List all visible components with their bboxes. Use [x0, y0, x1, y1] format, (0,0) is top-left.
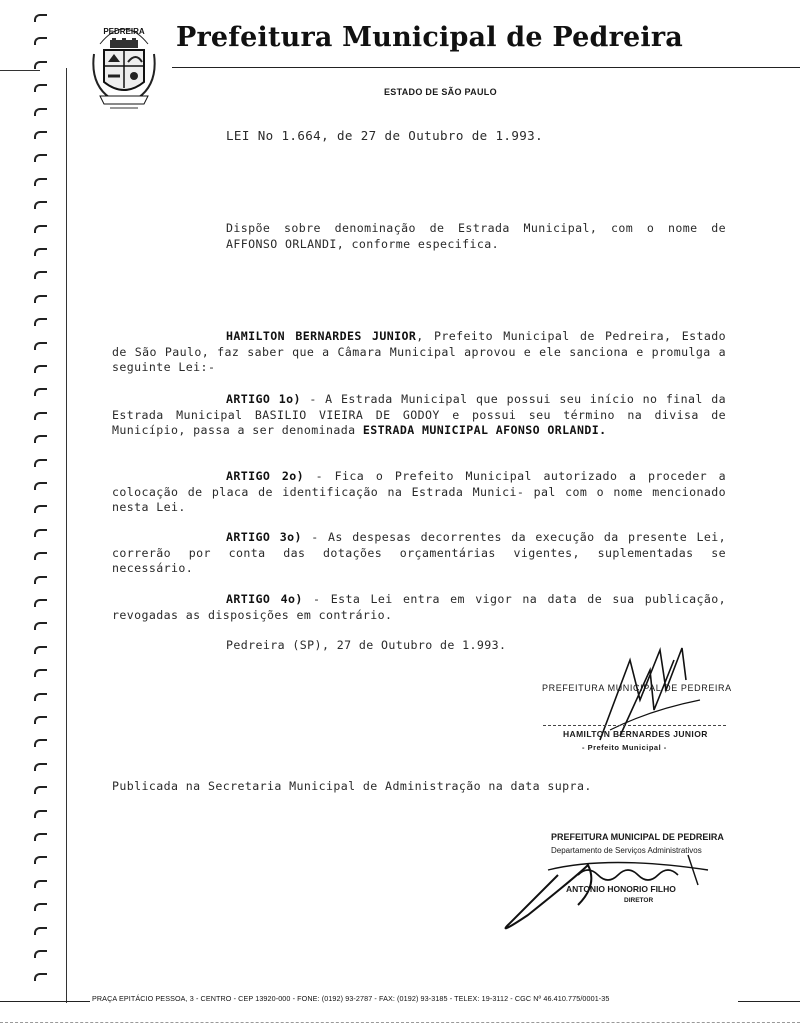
article-text: - As despesas decorrentes da execução da presente Lei, correrão por conta das dotações orçamentárias vigentes, suplementadas se necessário.: [112, 530, 726, 576]
article-label: ARTIGO 1o): [226, 392, 301, 406]
article-label: ARTIGO 4o): [226, 592, 303, 606]
footer-rule-left: [0, 1001, 90, 1002]
intro-paragraph: [112, 329, 726, 376]
article-text: - Esta Lei entra em vigor na data de sua publicação, revogadas as disposições em contrário.: [112, 592, 726, 622]
footer-address: PRAÇA EPITÁCIO PESSOA, 3 - CENTRO - CEP 13920-000 - FONE: (0192) 93-2787 - FAX: (0192) 93-3185 - TELEX: 19-3112 - CGC Nº 46.410.775/0001-35: [92, 994, 610, 1003]
hole-mark: [34, 412, 47, 420]
hole-mark: [34, 856, 47, 864]
municipal-seal-icon: [90, 14, 158, 114]
mayor-signature-name: HAMILTON BERNARDES JUNIOR: [563, 729, 708, 739]
hole-mark: [34, 646, 47, 654]
article-label: ARTIGO 3o): [226, 530, 302, 544]
hole-mark: [34, 365, 47, 373]
hole-mark: [34, 318, 47, 326]
letterhead-footer: [0, 993, 800, 1009]
article-3: [112, 530, 726, 577]
page-title: Prefeitura Municipal de Pedreira: [176, 22, 683, 53]
hole-mark: [34, 903, 47, 911]
hole-mark: [34, 482, 47, 490]
hole-mark: [34, 271, 47, 279]
hole-mark: [34, 459, 47, 467]
hole-mark: [34, 950, 47, 958]
intro-text: , Prefeito Municipal de Pedreira, Estado de São Paulo, faz saber que a Câmara Municipal aprovou e ele sanciona e promulga a seguinte Lei:-: [112, 329, 726, 375]
article-2: [112, 469, 726, 516]
hole-mark: [34, 716, 47, 724]
hole-mark: [34, 131, 47, 139]
date-line: Pedreira (SP), 27 de Outubro de 1.993.: [226, 638, 507, 652]
mayor-name: HAMILTON BERNARDES JUNIOR: [226, 329, 417, 343]
hole-mark: [34, 295, 47, 303]
bottom-edge: [0, 1022, 800, 1023]
hole-mark: [34, 225, 47, 233]
article-text: - Fica o Prefeito Municipal autorizado a proceder a colocação de placa de identificação na Estrada Munici- pal com o nome mencionado nesta Lei.: [112, 469, 726, 515]
hole-mark: [34, 622, 47, 630]
edge-tick: [0, 70, 40, 71]
hole-mark: [34, 669, 47, 677]
hole-mark: [34, 248, 47, 256]
hole-mark: [34, 739, 47, 747]
article-label: ARTIGO 2o): [226, 469, 305, 483]
hole-mark: [34, 61, 47, 69]
footer-rule-right: [738, 1001, 800, 1002]
hole-mark: [34, 576, 47, 584]
hole-mark: [34, 693, 47, 701]
hole-mark: [34, 529, 47, 537]
director-department: Departamento de Serviços Administrativos: [551, 846, 702, 855]
margin-rule: [66, 68, 67, 1003]
mayor-signature-role: - Prefeito Municipal -: [582, 743, 667, 752]
hole-mark: [34, 37, 47, 45]
article-text: - A Estrada Municipal que possui seu início no final da Estrada Municipal BASILIO VIEIRA DE GODOY e possui seu término na divisa de Município, passa a ser denominada: [112, 392, 727, 438]
article-bold-text: ESTRADA MUNICIPAL AFONSO ORLANDI.: [362, 423, 607, 438]
title-divider: [172, 67, 800, 68]
law-ementa: Dispõe sobre denominação de Estrada Municipal, com o nome de AFFONSO ORLANDI, conforme especifica.: [226, 221, 726, 251]
publication-line: Publicada na Secretaria Municipal de Administração na data supra.: [112, 779, 592, 793]
hole-mark: [34, 14, 47, 22]
hole-mark: [34, 833, 47, 841]
signature-line: [543, 725, 726, 726]
seal-label: PEDREIRA: [103, 27, 145, 36]
law-title: LEI No 1.664, de 27 de Outubro de 1.993.: [226, 128, 544, 143]
hole-mark: [34, 599, 47, 607]
binder-hole-marks: [34, 14, 50, 1004]
hole-mark: [34, 786, 47, 794]
hole-mark: [34, 552, 47, 560]
article-1: [112, 392, 726, 439]
director-office-stamp: PREFEITURA MUNICIPAL DE PEDREIRA: [551, 832, 724, 842]
hole-mark: [34, 505, 47, 513]
hole-mark: [34, 388, 47, 396]
state-subtitle: ESTADO DE SÃO PAULO: [384, 87, 497, 97]
hole-mark: [34, 342, 47, 350]
director-signature-name: ANTONIO HONORIO FILHO: [566, 884, 676, 894]
hole-mark: [34, 154, 47, 162]
hole-mark: [34, 763, 47, 771]
hole-mark: [34, 178, 47, 186]
hole-mark: [34, 108, 47, 116]
hole-mark: [34, 810, 47, 818]
article-4: [112, 592, 726, 623]
mayor-office-stamp: PREFEITURA MUNICIPAL DE PEDREIRA: [542, 683, 732, 693]
hole-mark: [34, 201, 47, 209]
hole-mark: [34, 973, 47, 981]
hole-mark: [34, 435, 47, 443]
hole-mark: [34, 927, 47, 935]
director-signature-role: DIRETOR: [624, 897, 654, 904]
hole-mark: [34, 84, 47, 92]
hole-mark: [34, 880, 47, 888]
